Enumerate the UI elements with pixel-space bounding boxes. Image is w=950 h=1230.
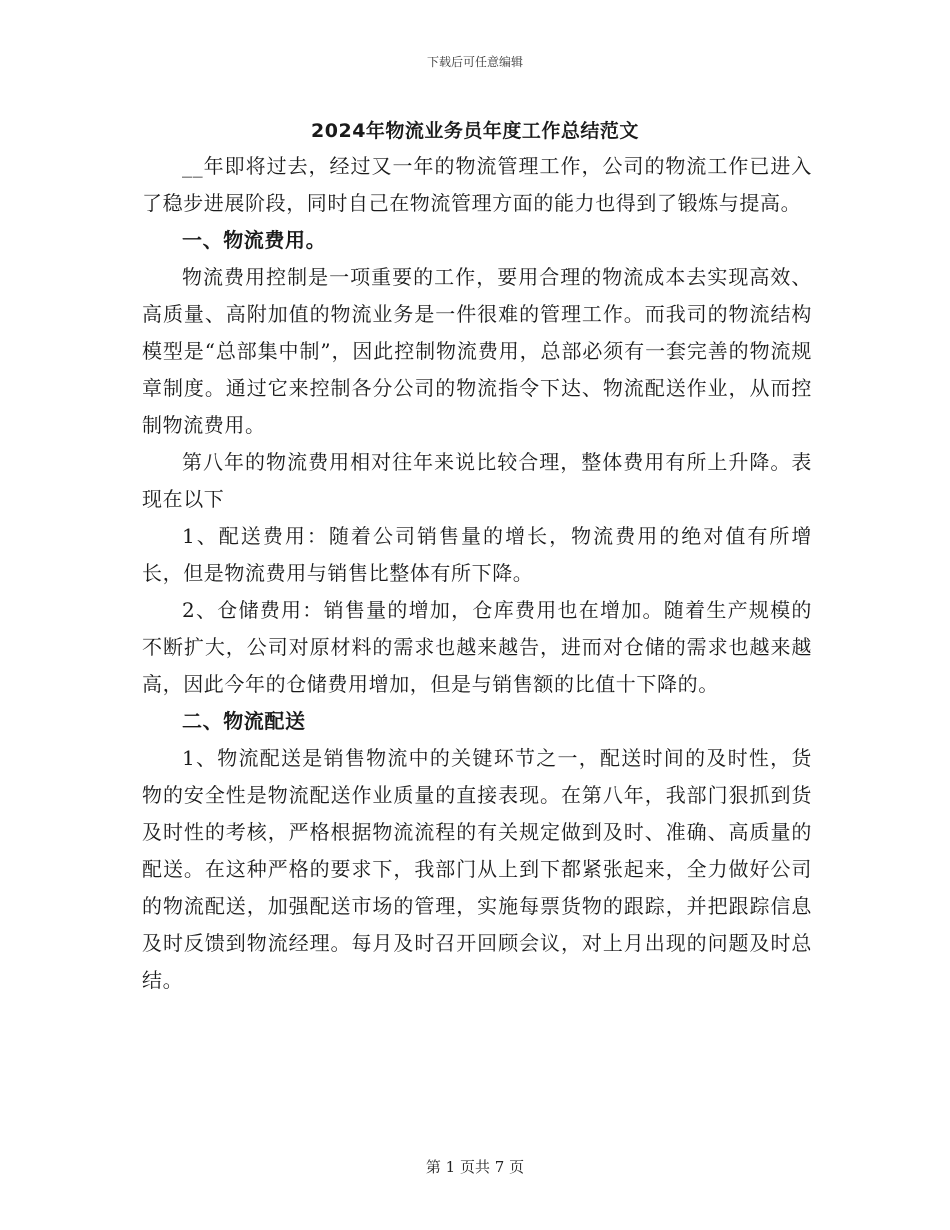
- page-header: 下载后可任意编辑: [426, 55, 523, 69]
- body-paragraph: 2、仓储费用：销售量的增加，仓库费用也在增加。随着生产规模的不断扩大，公司对原材料的需求也越来越告，进而对仓储的需求也越来越高，因此今年的仓储费用增加，但是与销售额的比值十下降的。: [142, 598, 812, 696]
- section-heading-logistics-delivery: 二、物流配送: [182, 709, 306, 733]
- body-paragraph: 1、配送费用：随着公司销售量的增长，物流费用的绝对值有所增长，但是物流费用与销售比整体有所下降。: [142, 524, 812, 585]
- document-body: [142, 148, 812, 999]
- document-title: 2024年物流业务员年度工作总结范文: [311, 120, 639, 142]
- body-paragraph: 1、物流配送是销售物流中的关键环节之一，配送时间的及时性，货物的安全性是物流配送作业质量的直接表现。在第八年，我部门狠抓到货及时性的考核，严格根据物流流程的有关规定做到及时、准确、高质量的配送。在这种严格的要求下，我部门从上到下都紧张起来，全力做好公司的物流配送，加强配送市场的管理，实施每票货物的跟踪，并把跟踪信息及时反馈到物流经理。每月及时召开回顾会议，对上月出现的问题及时总结。: [142, 746, 812, 992]
- body-paragraph: 物流费用控制是一项重要的工作，要用合理的物流成本去实现高效、高质量、高附加值的物流业务是一件很难的管理工作。而我司的物流结构模型是“总部集中制”，因此控制物流费用，总部必须有一套完善的物流规章制度。通过它来控制各分公司的物流指令下达、物流配送作业，从而控制物流费用。: [142, 265, 812, 437]
- page-number: 第 1 页共 7 页: [425, 1158, 525, 1176]
- body-paragraph: 第八年的物流费用相对往年来说比较合理，整体费用有所上升降。表现在以下: [142, 450, 812, 511]
- section-heading-logistics-cost: 一、物流费用。: [182, 228, 327, 252]
- intro-paragraph: __年即将过去，经过又一年的物流管理工作，公司的物流工作已进入了稳步进展阶段，同时自己在物流管理方面的能力也得到了锻炼与提高。: [142, 154, 812, 215]
